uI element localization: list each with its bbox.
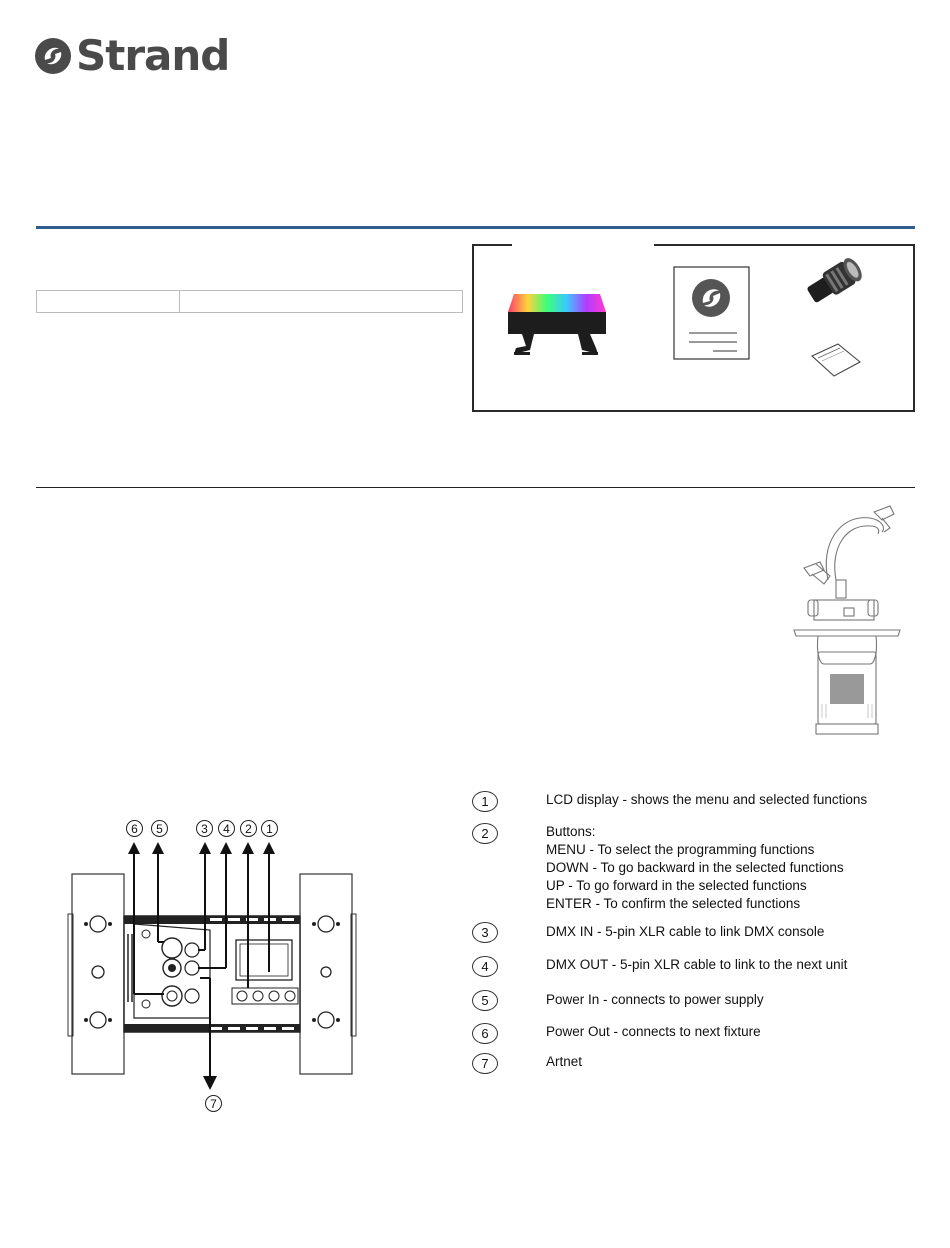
section-rule [36, 487, 915, 488]
box-contents-title-gap [512, 242, 654, 247]
buttons-heading: Buttons: [546, 824, 596, 839]
callout-2: 2 [240, 820, 257, 837]
legend-item-4 [472, 956, 848, 977]
button-enter-desc: ENTER - To confirm the selected functions [546, 896, 801, 911]
legend-number-5: 5 [472, 990, 498, 1011]
fixture-image [500, 288, 612, 360]
callout-6: 6 [126, 820, 143, 837]
strand-logo [34, 31, 230, 80]
spec-cell-value [180, 291, 462, 312]
legend-item-2 [472, 823, 844, 911]
legend-number-1: 1 [472, 791, 498, 812]
legend-item-5 [472, 990, 764, 1011]
callout-4: 4 [218, 820, 235, 837]
callout-5: 5 [151, 820, 168, 837]
callout-7: 7 [205, 1095, 222, 1112]
legend-item-1 [472, 791, 868, 812]
spec-cell-label [37, 291, 180, 312]
clamp-mounting-diagram [790, 504, 904, 738]
legend-text-1: LCD display - shows the menu and selected functions [546, 792, 868, 807]
button-down-desc: DOWN - To go backward in the selected functions [546, 860, 844, 875]
legend-text-4: DMX OUT - 5-pin XLR cable to link to the next unit [546, 957, 848, 972]
xlr-connector-image [800, 253, 872, 305]
legend-number-3: 3 [472, 922, 498, 943]
button-menu-desc: MENU - To select the programming functions [546, 842, 815, 857]
legend-text-6: Power Out - connects to next fixture [546, 1024, 761, 1039]
strand-logo-icon [34, 37, 72, 75]
legend-number-6: 6 [472, 1023, 498, 1044]
callout-1: 1 [261, 820, 278, 837]
legend-text-2 [546, 823, 844, 913]
spec-table [36, 290, 463, 313]
legend-number-4: 4 [472, 956, 498, 977]
legend-item-3 [472, 922, 825, 943]
rear-panel-diagram [60, 838, 370, 1118]
legend-number-2: 2 [472, 823, 498, 844]
callout-3: 3 [196, 820, 213, 837]
legend-item-7 [472, 1053, 583, 1074]
legend-text-7: Artnet [546, 1054, 583, 1069]
manual-document-icon [673, 266, 751, 361]
brand-name: Strand [76, 31, 230, 80]
accessory-bag-image [808, 340, 864, 380]
legend-item-6 [472, 1023, 761, 1044]
header-rule [36, 226, 915, 229]
legend-number-7: 7 [472, 1053, 498, 1074]
legend-text-3: DMX IN - 5-pin XLR cable to link DMX console [546, 924, 825, 939]
legend-text-5: Power In - connects to power supply [546, 992, 764, 1007]
button-up-desc: UP - To go forward in the selected functions [546, 878, 807, 893]
